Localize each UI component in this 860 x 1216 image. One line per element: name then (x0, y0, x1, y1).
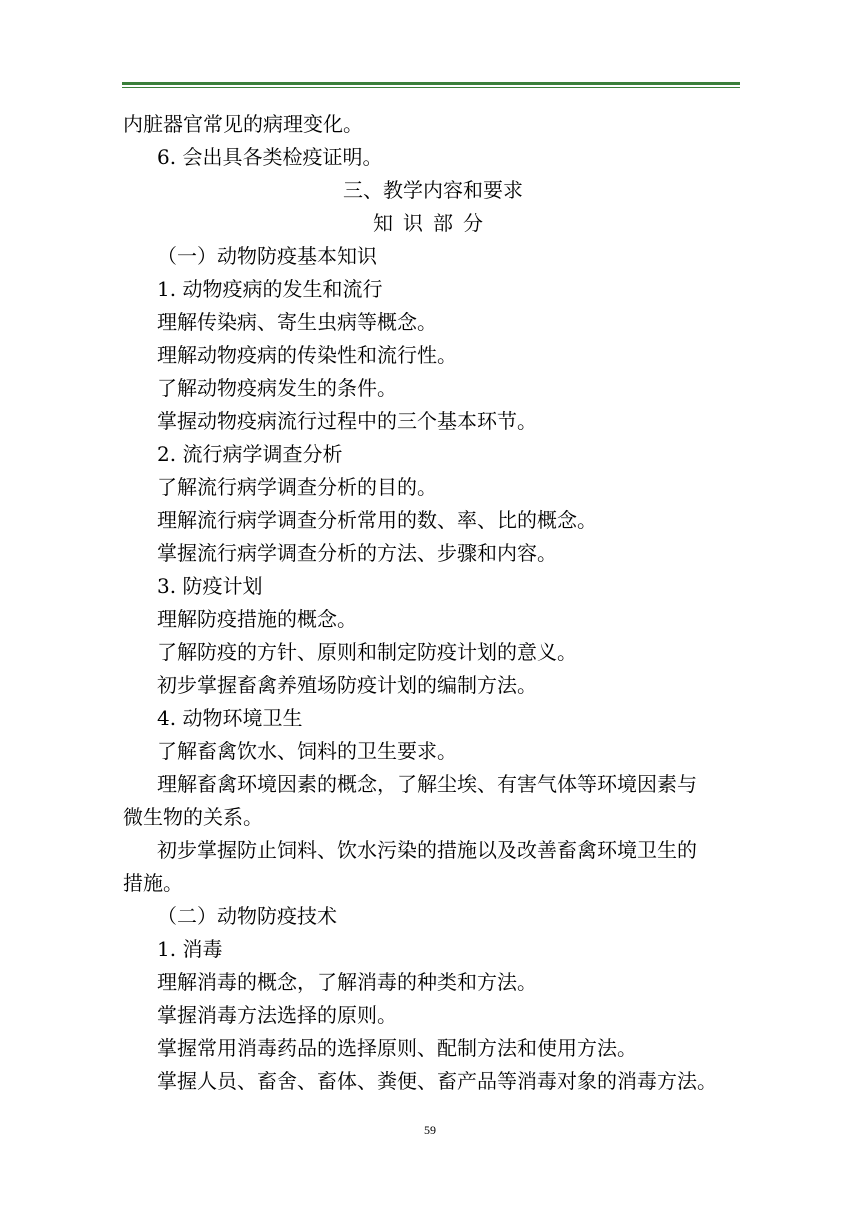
document-body (123, 108, 743, 1098)
section-heading: 三、教学内容和要求 (343, 178, 523, 202)
text-line: 了解动物疫病发生的条件。 (157, 376, 397, 400)
text-line: （一）动物防疫基本知识 (157, 244, 377, 268)
text-line: 了解防疫的方针、原则和制定防疫计划的意义。 (157, 640, 577, 664)
header-rule (122, 82, 740, 85)
text-line: 掌握流行病学调查分析的方法、步骤和内容。 (157, 541, 557, 565)
text-line: 微生物的关系。 (123, 805, 263, 829)
text-line: 初步掌握防止饲料、饮水污染的措施以及改善畜禽环境卫生的 (157, 838, 697, 862)
page-number: 59 (424, 1123, 436, 1137)
text-line: 理解传染病、寄生虫病等概念。 (157, 310, 437, 334)
text-line: 掌握消毒方法选择的原则。 (157, 1003, 397, 1027)
text-line: 3. 防疫计划 (157, 574, 263, 598)
text-line: 掌握动物疫病流行过程中的三个基本环节。 (157, 409, 537, 433)
text-line: 理解流行病学调查分析常用的数、率、比的概念。 (157, 508, 597, 532)
text-line: 理解动物疫病的传染性和流行性。 (157, 343, 457, 367)
text-line: 4. 动物环境卫生 (157, 706, 303, 730)
text-line: 内脏器官常见的病理变化。 (123, 112, 363, 136)
text-line: 理解畜禽环境因素的概念，了解尘埃、有害气体等环境因素与 (157, 772, 697, 796)
text-line: 了解畜禽饮水、饲料的卫生要求。 (157, 739, 457, 763)
text-line: 2. 流行病学调查分析 (157, 442, 343, 466)
text-line: 了解流行病学调查分析的目的。 (157, 475, 437, 499)
text-line: 措施。 (123, 871, 183, 895)
text-line: 1. 动物疫病的发生和流行 (157, 277, 383, 301)
subsection-heading: 知识部分 (373, 211, 493, 235)
text-line: 初步掌握畜禽养殖场防疫计划的编制方法。 (157, 673, 537, 697)
text-line: 理解消毒的概念，了解消毒的种类和方法。 (157, 970, 537, 994)
text-line: （二）动物防疫技术 (157, 904, 337, 928)
header-rule-thin (122, 87, 740, 88)
text-line: 掌握人员、畜舍、畜体、粪便、畜产品等消毒对象的消毒方法。 (157, 1069, 717, 1093)
text-line: 理解防疫措施的概念。 (157, 607, 357, 631)
text-line: 掌握常用消毒药品的选择原则、配制方法和使用方法。 (157, 1036, 637, 1060)
text-line: 6. 会出具各类检疫证明。 (157, 145, 383, 169)
text-line: 1. 消毒 (157, 937, 223, 961)
